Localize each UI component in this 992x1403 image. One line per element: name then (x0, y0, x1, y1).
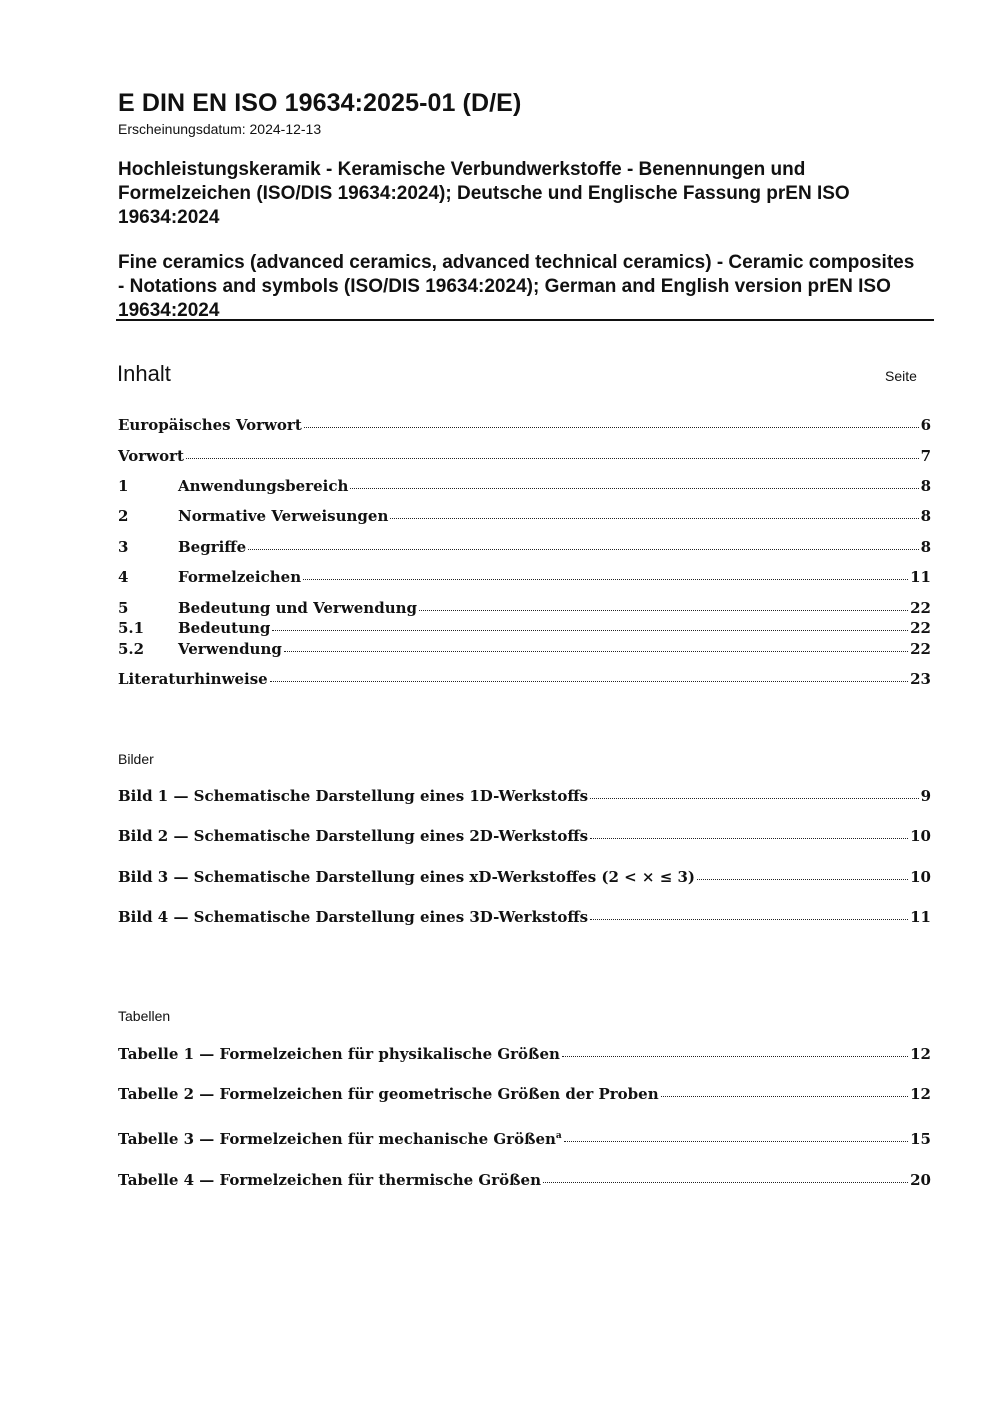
dot-leader (697, 879, 908, 880)
table-entry-text: Tabelle 1 — Formelzeichen für physikalische Größen (118, 1045, 560, 1063)
toc-entry-text: Bedeutung (178, 619, 271, 637)
toc-entry-2[interactable] (118, 507, 931, 527)
figure-entry-2[interactable] (118, 827, 931, 847)
page-column-label: Seite (885, 368, 917, 384)
dot-leader (284, 651, 908, 652)
dot-leader (661, 1096, 909, 1097)
table-entry-title: Tabelle 3 — Formelzeichen für mechanische Größen (118, 1130, 556, 1148)
figure-entry-page: 11 (910, 908, 931, 926)
toc-entry-text: Bedeutung und Verwendung (178, 599, 417, 617)
table-entry-text (118, 1130, 562, 1148)
figure-entry-3[interactable] (118, 868, 931, 888)
toc-entry-number: 5.2 (118, 640, 145, 658)
title-german: Hochleistungskeramik - Keramische Verbundwerkstoffe - Benennungen und Formelzeichen (ISO/DIS 19634:2024); Deutsche und Englische Fassung prEN ISO 19634:2024 (118, 159, 850, 228)
table-entry-2[interactable] (118, 1085, 931, 1105)
publication-date: Erscheinungsdatum: 2024-12-13 (118, 121, 322, 137)
toc-entry-page: 6 (920, 416, 931, 434)
toc-entry-5-1[interactable] (118, 619, 931, 639)
toc-entry-page: 22 (910, 640, 931, 658)
toc-entry-page: 23 (910, 670, 931, 688)
title-divider (116, 319, 934, 321)
dot-leader (562, 1056, 908, 1057)
dot-leader (390, 518, 918, 519)
toc-entry-text: Europäisches Vorwort (118, 416, 302, 434)
title-english: Fine ceramics (advanced ceramics, advanced technical ceramics) - Ceramic composites - Notations and symbols (ISO/DIS 19634:2024); German and English version prEN ISO 19634:2024 (118, 252, 915, 321)
dot-leader (590, 838, 908, 839)
table-entry-page: 12 (910, 1045, 931, 1063)
figure-entry-page: 10 (910, 827, 931, 845)
dot-leader (419, 610, 908, 611)
toc-entry-5-2[interactable] (118, 640, 931, 660)
table-entry-text: Tabelle 2 — Formelzeichen für geometrische Größen der Proben (118, 1085, 659, 1103)
toc-entry-4[interactable] (118, 568, 931, 588)
toc-entry-page: 22 (910, 619, 931, 637)
table-entry-1[interactable] (118, 1045, 931, 1065)
dot-leader (564, 1141, 908, 1142)
table-entry-page: 12 (910, 1085, 931, 1103)
dot-leader (272, 630, 908, 631)
toc-entry-number: 4 (118, 568, 129, 586)
dot-leader (303, 579, 908, 580)
document-id: E DIN EN ISO 19634:2025-01 (D/E) (118, 89, 522, 117)
toc-entry-text: Formelzeichen (178, 568, 302, 586)
table-entry-text: Tabelle 4 — Formelzeichen für thermische Größen (118, 1171, 541, 1189)
dot-leader (186, 458, 919, 459)
toc-entry-page: 22 (910, 599, 931, 617)
toc-entry-number: 5.1 (118, 619, 145, 637)
table-entry-page: 15 (910, 1130, 931, 1148)
figures-heading: Bilder (118, 751, 154, 767)
toc-entry-number: 5 (118, 599, 129, 617)
toc-entry-text: Verwendung (178, 640, 282, 658)
toc-entry-text: Literaturhinweise (118, 670, 268, 688)
toc-entry-page: 7 (920, 447, 931, 465)
toc-entry-number: 1 (118, 477, 129, 495)
table-entry-page: 20 (910, 1171, 931, 1189)
toc-entry-page: 11 (910, 568, 931, 586)
tables-heading: Tabellen (118, 1008, 171, 1024)
figure-entry-text: Bild 3 — Schematische Darstellung eines xD-Werkstoffes (2 < × ≤ 3) (118, 868, 696, 886)
figure-entry-text: Bild 2 — Schematische Darstellung eines 2D-Werkstoffs (118, 827, 589, 845)
toc-entry-page: 8 (920, 538, 931, 556)
table-entry-4[interactable] (118, 1171, 931, 1191)
toc-entry-1[interactable] (118, 477, 931, 497)
dot-leader (590, 919, 908, 920)
figure-entry-text: Bild 1 — Schematische Darstellung eines 1D-Werkstoffs (118, 787, 589, 805)
footnote-marker: a (555, 1131, 562, 1141)
toc-entry-text: Vorwort (118, 447, 184, 465)
figure-entry-1[interactable] (118, 787, 931, 807)
dot-leader (248, 549, 918, 550)
toc-entry-bibliography[interactable] (118, 670, 931, 690)
figure-entry-page: 10 (910, 868, 931, 886)
toc-entry-text: Anwendungsbereich (178, 477, 349, 495)
figure-entry-4[interactable] (118, 908, 931, 928)
dot-leader (350, 488, 918, 489)
toc-entry-5[interactable] (118, 599, 931, 619)
toc-entry-text: Normative Verweisungen (178, 507, 389, 525)
figure-entry-text: Bild 4 — Schematische Darstellung eines 3D-Werkstoffs (118, 908, 589, 926)
toc-entry-foreword[interactable] (118, 447, 931, 467)
toc-entry-page: 8 (920, 507, 931, 525)
table-entry-3[interactable] (118, 1130, 931, 1150)
dot-leader (543, 1182, 908, 1183)
dot-leader (590, 798, 918, 799)
toc-entry-number: 2 (118, 507, 129, 525)
toc-entry-page: 8 (920, 477, 931, 495)
dot-leader (270, 681, 908, 682)
toc-entry-number: 3 (118, 538, 129, 556)
toc-entry-text: Begriffe (178, 538, 247, 556)
figure-entry-page: 9 (920, 787, 931, 805)
dot-leader (304, 427, 919, 428)
toc-heading: Inhalt (117, 361, 171, 386)
toc-entry-3[interactable] (118, 538, 931, 558)
toc-entry-european-foreword[interactable] (118, 416, 931, 436)
